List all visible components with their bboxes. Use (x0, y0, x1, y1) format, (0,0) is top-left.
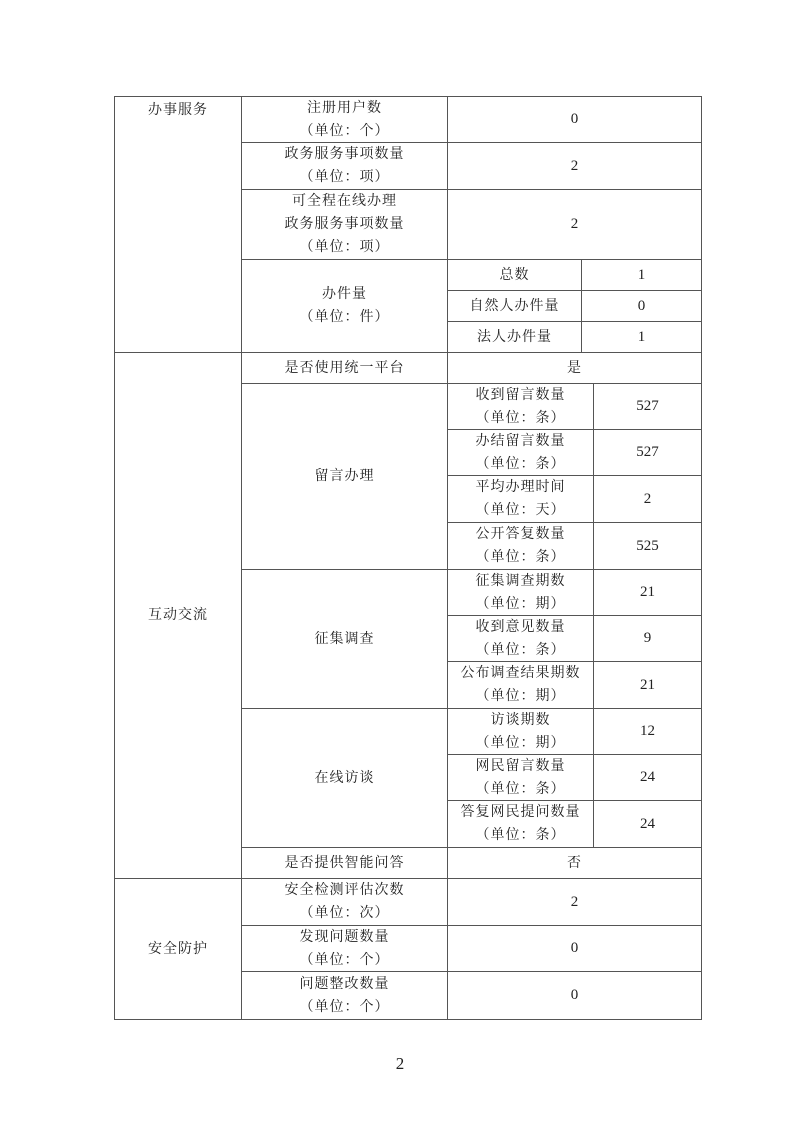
sub-label-received-messages: 收到留言数量 （单位：条） (447, 383, 594, 430)
value-registered-users: 0 (447, 96, 702, 143)
value-survey-periods: 21 (593, 569, 702, 616)
value-legal-person: 1 (581, 321, 702, 353)
value-interview-periods: 12 (593, 708, 702, 755)
section-label-interaction: 互动交流 (114, 352, 242, 879)
sub-label-results-published: 公布调查结果期数 （单位：期） (447, 661, 594, 709)
sub-label-interview-periods: 访谈期数 （单位：期） (447, 708, 594, 755)
sub-label-legal-person: 法人办件量 (447, 321, 582, 353)
page-number: 2 (395, 1054, 405, 1073)
section-label-security: 安全防护 (114, 878, 242, 1020)
value-unified-platform: 是 (447, 352, 702, 384)
group-label-messages: 留言办理 (241, 383, 448, 570)
value-service-items: 2 (447, 142, 702, 190)
value-opinions-received: 9 (593, 615, 702, 662)
sub-label-total: 总数 (447, 259, 582, 291)
value-natural-person: 0 (581, 290, 702, 322)
value-results-published: 21 (593, 661, 702, 709)
value-online-service-items: 2 (447, 189, 702, 260)
value-security-checks: 2 (447, 878, 702, 926)
value-questions-answered: 24 (593, 800, 702, 848)
value-issues-found: 0 (447, 925, 702, 972)
value-closed-messages: 527 (593, 429, 702, 476)
row-label-smart-qa: 是否提供智能问答 (241, 847, 448, 879)
row-label-unified-platform: 是否使用统一平台 (241, 352, 448, 384)
sub-label-closed-messages: 办结留言数量 （单位：条） (447, 429, 594, 476)
value-received-messages: 527 (593, 383, 702, 430)
sub-label-natural-person: 自然人办件量 (447, 290, 582, 322)
row-label-issues-found: 发现问题数量 （单位：个） (241, 925, 448, 972)
sub-label-opinions-received: 收到意见数量 （单位：条） (447, 615, 594, 662)
sub-label-avg-handling-time: 平均办理时间 （单位：天） (447, 475, 594, 523)
row-label-online-service-items: 可全程在线办理 政务服务事项数量 （单位：项） (241, 189, 448, 260)
value-issues-fixed: 0 (447, 971, 702, 1020)
value-total: 1 (581, 259, 702, 291)
value-avg-handling-time: 2 (593, 475, 702, 523)
value-public-replies: 525 (593, 522, 702, 570)
sub-label-public-replies: 公开答复数量 （单位：条） (447, 522, 594, 570)
row-label-security-checks: 安全检测评估次数 （单位：次） (241, 878, 448, 926)
value-netizen-messages: 24 (593, 754, 702, 801)
row-label-case-volume: 办件量 （单位：件） (241, 259, 448, 353)
value-smart-qa: 否 (447, 847, 702, 879)
row-label-issues-fixed: 问题整改数量 （单位：个） (241, 971, 448, 1020)
sub-label-survey-periods: 征集调查期数 （单位：期） (447, 569, 594, 616)
row-label-registered-users: 注册用户数 （单位：个） (241, 96, 448, 143)
sub-label-netizen-messages: 网民留言数量 （单位：条） (447, 754, 594, 801)
group-label-interview: 在线访谈 (241, 708, 448, 848)
sub-label-questions-answered: 答复网民提问数量 （单位：条） (447, 800, 594, 848)
section-label-service: 办事服务 (114, 96, 242, 353)
row-label-service-items: 政务服务事项数量 （单位：项） (241, 142, 448, 190)
group-label-survey: 征集调查 (241, 569, 448, 709)
